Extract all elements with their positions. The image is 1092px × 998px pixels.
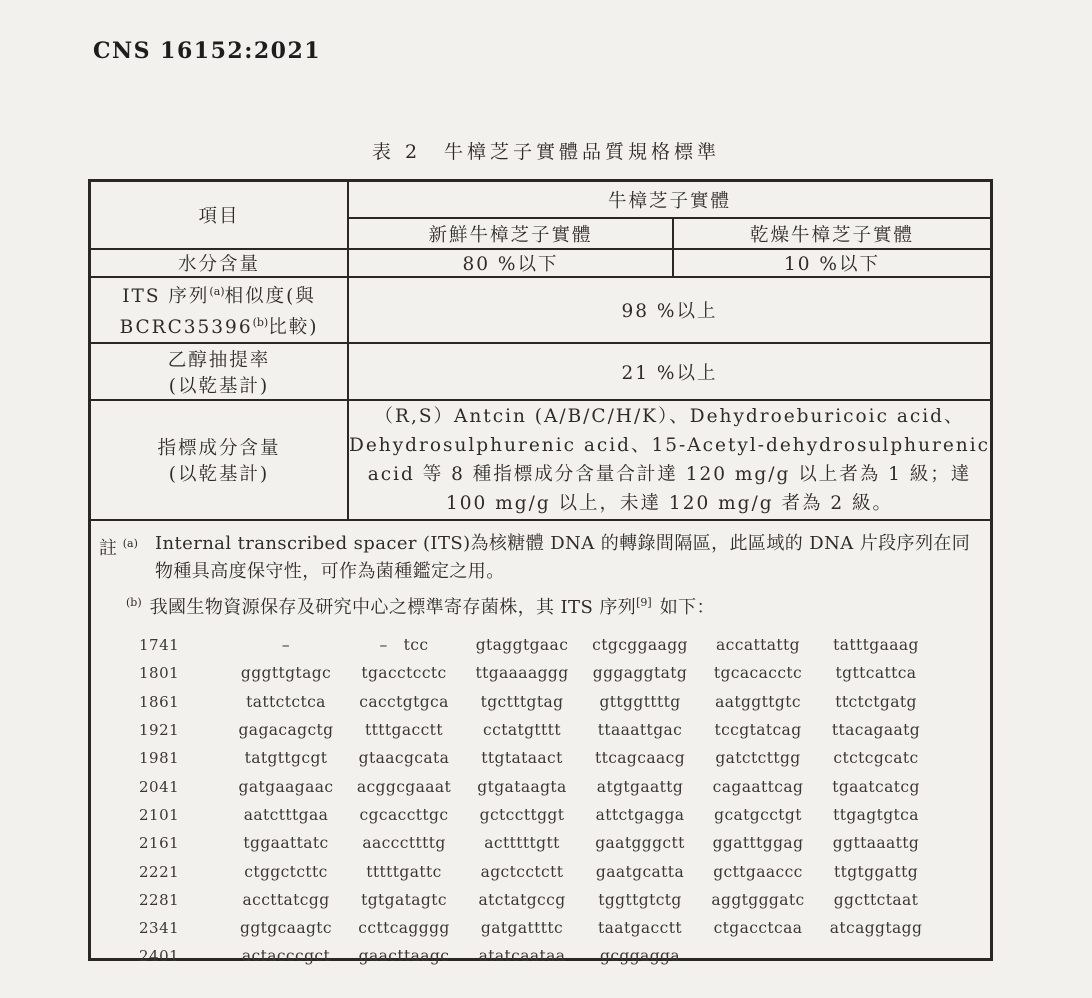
note-a-sup: (a) xyxy=(122,537,138,550)
dna-sequence-row xyxy=(139,886,978,914)
header-group: 牛樟芝子實體 xyxy=(348,182,990,218)
dna-seq-block-3: tgctttgtag xyxy=(480,692,564,711)
bcrc-strain-id: BCRC35396 xyxy=(119,317,253,339)
dna-seq-block-2: tgtgatagtc xyxy=(361,890,447,909)
its-label-text2: 相似度(與 xyxy=(224,286,316,307)
note-b-sup: (b) xyxy=(126,596,142,609)
spec-table xyxy=(91,182,990,519)
spec-table-box xyxy=(88,179,993,966)
dna-seq-block-1: gggttgtagc xyxy=(240,664,332,683)
dna-position: 2341 xyxy=(139,919,180,938)
dna-seq-block-4: gaatgggctt xyxy=(595,834,685,853)
dna-seq-block-1: ctggctcttc xyxy=(244,862,328,881)
dna-sequence-row xyxy=(139,914,978,942)
moisture-fresh-value: 80 %以下 xyxy=(348,249,673,277)
ethanol-value: 21 %以上 xyxy=(348,343,990,400)
footnote-a xyxy=(99,530,978,586)
dna-seq-block-5: accattattg xyxy=(716,636,800,655)
dna-seq-block-1: tattctctca xyxy=(246,692,326,711)
footnote-ref-b: (b) xyxy=(252,316,269,329)
dna-sequence-row xyxy=(139,688,978,716)
its-label-line2 xyxy=(91,310,347,341)
dna-seq-block-2: cacctgtgca xyxy=(359,692,449,711)
row-marker-components xyxy=(91,400,990,519)
dna-position: 2161 xyxy=(139,834,180,853)
dna-seq-block-4: taatgacctt xyxy=(598,919,682,938)
dna-sequence-row xyxy=(139,744,978,772)
dna-seq-block-6: tgaatcatcg xyxy=(832,777,920,796)
dna-seq-block-6: ggcttctaat xyxy=(833,890,919,909)
dna-seq-block-5: aatggttgtc xyxy=(715,692,801,711)
dna-seq-block-6: ttctctgatg xyxy=(835,692,917,711)
dna-sequence-row xyxy=(139,801,978,829)
its-label-line1 xyxy=(91,279,347,310)
dna-position: 1741 xyxy=(139,636,180,655)
dna-seq-block-4: gggaggtatg xyxy=(592,664,688,683)
dna-position: 2101 xyxy=(139,805,180,824)
dna-seq-block-2: tttttgattc xyxy=(366,862,442,881)
dna-seq-block-5: ggatttggag xyxy=(712,834,804,853)
dna-seq-block-6: atcaggtagg xyxy=(829,919,923,938)
its-value: 98 %以上 xyxy=(348,277,990,343)
dna-seq-block-3: agctcctctt xyxy=(480,862,564,881)
dna-seq-block-2: – tcc xyxy=(379,636,429,655)
dna-seq-block-1: actacccgct xyxy=(241,947,331,966)
row-moisture xyxy=(91,249,990,277)
markers-value: （R,S）Antcin (A/B/C/H/K）、Dehydroeburicoic acid、Dehydrosulphurenic acid、15-Acetyl-dehydrosulphurenic acid 等 8 種指標成分含量合計達 120 mg/g 以上者為 1 級；達 100 mg/g 以上，未達 120 mg/g 者為 2 級。 xyxy=(348,400,990,519)
dna-seq-block-2: acggcgaaat xyxy=(356,777,452,796)
dna-sequence-row xyxy=(139,772,978,800)
its-label xyxy=(91,277,348,343)
reference-9-sup: [9] xyxy=(636,596,652,609)
dna-sequence-row xyxy=(139,631,978,659)
dna-seq-block-1: tggaattatc xyxy=(243,834,329,853)
dna-sequence-row xyxy=(139,857,978,885)
dna-seq-block-3: actttttgtt xyxy=(484,834,560,853)
dna-seq-block-4: atgtgaattg xyxy=(596,777,684,796)
dna-position: 2401 xyxy=(139,947,180,966)
dna-seq-block-4: ttcagcaacg xyxy=(594,749,686,768)
dna-sequence-row xyxy=(139,716,978,744)
table-caption: 表 2 牛樟芝子實體品質規格標準 xyxy=(371,141,721,163)
footnotes-section xyxy=(91,519,990,971)
moisture-dried-value: 10 %以下 xyxy=(673,249,990,277)
dna-seq-block-4: gttggttttg xyxy=(599,692,681,711)
dna-seq-block-6: tatttgaaag xyxy=(833,636,919,655)
dna-seq-block-4: attctgagga xyxy=(595,805,685,824)
dna-position: 2221 xyxy=(139,862,180,881)
dna-seq-block-3: ttgaaaaggg xyxy=(475,664,569,683)
dna-seq-block-2: cgcaccttgc xyxy=(359,805,449,824)
its-label-text3: 比較) xyxy=(268,317,319,339)
dna-seq-block-6: ttgtggattg xyxy=(833,862,919,881)
ethanol-label xyxy=(91,343,348,400)
moisture-label: 水分含量 xyxy=(91,249,348,277)
dna-seq-block-4: ttaaattgac xyxy=(597,721,683,740)
dna-seq-block-1: aatctttgaa xyxy=(243,805,329,824)
dna-seq-block-5: ctgacctcaa xyxy=(713,919,803,938)
dna-sequence-row xyxy=(139,829,978,857)
footnote-b-text2: 如下： xyxy=(659,597,715,618)
dna-seq-block-6: ttacagaatg xyxy=(831,721,921,740)
dna-seq-block-3: gtgataagta xyxy=(477,777,567,796)
dna-seq-block-2: aacccttttg xyxy=(362,834,446,853)
footnote-b xyxy=(126,589,978,622)
dna-seq-block-5: gcatgcctgt xyxy=(714,805,802,824)
dna-seq-block-3: gctccttggt xyxy=(479,805,565,824)
table-header-row-1 xyxy=(91,182,990,218)
dna-seq-block-3: ttgtataact xyxy=(481,749,563,768)
dna-position: 2041 xyxy=(139,777,180,796)
dna-seq-block-5: gcttgaaccc xyxy=(713,862,803,881)
dna-seq-block-3: gtaggtgaac xyxy=(475,636,569,655)
dna-seq-block-5: cagaattcag xyxy=(712,777,804,796)
its-sequence-table xyxy=(139,631,978,971)
dna-seq-block-2: tgacctcctc xyxy=(361,664,447,683)
ethanol-label-line1: 乙醇抽提率 xyxy=(167,349,271,371)
dna-seq-block-2: gtaacgcata xyxy=(358,749,450,768)
dna-seq-block-1: gatgaagaac xyxy=(238,777,334,796)
dna-seq-block-3: cctatgtttt xyxy=(483,721,561,740)
dna-seq-block-2: ttttgacctt xyxy=(365,721,443,740)
dna-seq-block-4: ctgcggaagg xyxy=(592,636,688,655)
footnote-ref-a: (a) xyxy=(209,284,225,298)
dna-seq-block-6: ggttaaattg xyxy=(832,834,920,853)
footnote-a-text: Internal transcribed spacer (ITS)為核糖體 DNA 的轉錄間隔區，此區域的 DNA 片段序列在同物種具高度保守性，可作為菌種鑑定之用。 xyxy=(155,533,971,582)
row-its-similarity xyxy=(91,277,990,343)
dna-seq-block-4: gcggagga xyxy=(600,947,680,966)
dna-seq-block-2: gaacttaagc xyxy=(358,947,450,966)
header-col-fresh: 新鮮牛樟芝子實體 xyxy=(348,218,673,249)
dna-seq-block-5: gatctcttgg xyxy=(715,749,801,768)
dna-seq-block-5: tgcacacctc xyxy=(713,664,803,683)
dna-seq-block-6: tgttcattca xyxy=(835,664,917,683)
header-item: 項目 xyxy=(91,182,348,249)
row-ethanol-extract xyxy=(91,343,990,400)
dna-seq-block-3: gatgattttc xyxy=(480,919,564,938)
dna-position: 1801 xyxy=(139,664,180,683)
dna-sequence-row xyxy=(139,942,978,970)
dna-seq-block-6: ttgagtgtca xyxy=(833,805,919,824)
footnote-a-marker xyxy=(99,530,155,586)
header-col-dried: 乾燥牛樟芝子實體 xyxy=(673,218,990,249)
markers-label-line1: 指標成分含量 xyxy=(157,438,281,459)
dna-seq-block-2: ccttcagggg xyxy=(358,919,450,938)
dna-position: 1921 xyxy=(139,721,180,740)
dna-seq-block-1: – xyxy=(281,636,291,655)
dna-seq-block-5: tccgtatcag xyxy=(714,721,802,740)
its-label-text: ITS 序列 xyxy=(122,286,210,307)
markers-label xyxy=(91,400,348,519)
dna-sequence-row xyxy=(139,659,978,687)
dna-position: 1861 xyxy=(139,692,180,711)
dna-seq-block-4: tggttgtctg xyxy=(598,890,682,909)
ethanol-label-line2: (以乾基計) xyxy=(168,375,270,397)
footnote-b-text: 我國生物資源保存及研究中心之標準寄存菌株，其 ITS 序列 xyxy=(149,597,637,618)
dna-seq-block-3: atctatgccg xyxy=(478,890,566,909)
note-prefix: 註 xyxy=(99,538,117,559)
dna-seq-block-1: accttatcgg xyxy=(242,890,330,909)
document-number: CNS 16152:2021 xyxy=(93,38,322,64)
dna-position: 1981 xyxy=(139,749,180,768)
dna-seq-block-6: ctctcgcatc xyxy=(833,749,919,768)
dna-seq-block-1: gagacagctg xyxy=(238,721,334,740)
dna-position: 2281 xyxy=(139,890,180,909)
dna-seq-block-3: atatcaataa xyxy=(478,947,566,966)
dna-seq-block-1: ggtgcaagtc xyxy=(240,919,332,938)
markers-label-line2: (以乾基計) xyxy=(168,464,270,485)
dna-seq-block-4: gaatgcatta xyxy=(595,862,685,881)
dna-seq-block-5: aggtgggatc xyxy=(711,890,805,909)
dna-seq-block-1: tatgttgcgt xyxy=(244,749,328,768)
